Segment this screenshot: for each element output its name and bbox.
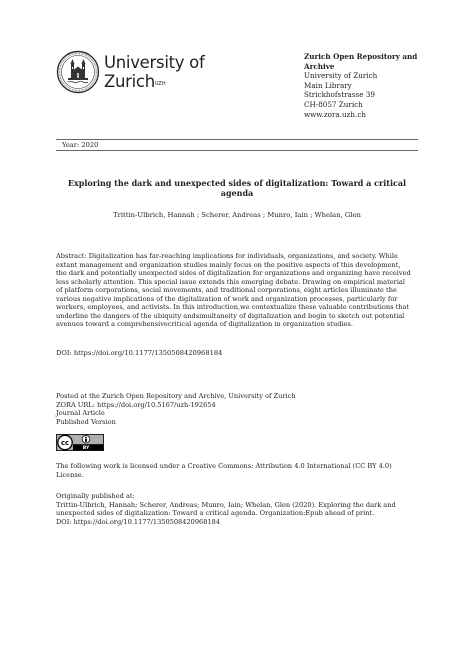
zora-url-link[interactable]: ZORA URL: https://doi.org/10.5167/uzh-192654 — [56, 400, 216, 409]
svg-text:cc: cc — [60, 439, 70, 447]
doi-link[interactable]: DOI: https://doi.org/10.1177/1350508420968184 — [56, 349, 223, 357]
year-label: Year: 2020 — [62, 141, 99, 149]
title-line: Exploring the dark and unexpected sides of digitalization: Toward a critical — [67, 178, 407, 188]
license-line: The following work is licensed under a Creative Commons: Attribution 4.0 International (CC BY 4.0) — [56, 462, 392, 470]
year-bar — [56, 139, 418, 151]
posted-info — [56, 392, 296, 426]
abstract-line: workers, employees, and activists. In this introduction,we contextualize these valuable contributions that — [56, 303, 410, 311]
abstract-line: Abstract: Digitalization has far-reaching implications for individuals, organizations, and society. While — [56, 252, 398, 260]
original-heading: Originally published at: — [56, 492, 135, 500]
university-wordmark — [104, 53, 204, 91]
abstract-line: avenues toward a comprehensivecritical agenda of digitalization in organization studies. — [56, 320, 353, 328]
repository-address — [304, 52, 464, 119]
citation-line: unexpected sides of digitalization: Toward a critical agenda. Organization:Epub ahead of print. — [56, 509, 375, 518]
university-seal-icon — [56, 50, 100, 94]
wordmark-zurich: Zurich — [104, 72, 155, 91]
abstract-line: the dark and potentially unexpected sides of digitalization for organizations and organizing have received — [56, 269, 411, 277]
license-statement — [56, 462, 392, 479]
wordmark-line-2 — [104, 72, 204, 91]
address-line: University of Zurich — [304, 71, 378, 81]
abstract — [56, 252, 420, 329]
address-line: Strickhofstrasse 39 — [304, 90, 375, 100]
abstract-line: various negative implications of the digitalization of work and organization processes, particularly for — [56, 294, 398, 303]
original-publication — [56, 492, 396, 526]
address-line: Main Library — [304, 80, 352, 90]
posted-line: Posted at the Zurich Open Repository and Archive, University of Zurich — [56, 392, 296, 400]
abstract-line: less scholarly attention. This special issue extends this emerging debate. Drawing on empirical material — [56, 277, 405, 286]
paper-title — [56, 178, 418, 198]
doi-link[interactable]: DOI: https://doi.org/10.1177/1350508420968184 — [56, 517, 221, 526]
wordmark-superscript: UZH — [154, 81, 166, 87]
license-line: License. — [56, 470, 84, 479]
abstract-line: extant management and organization studies mainly focus on the positive aspects of this development, — [56, 260, 401, 269]
abstract-line: underline the dangers of the ubiquity andsimultaneity of digitalization and begin to sketch out potential — [56, 311, 405, 320]
posted-line: Published Version — [56, 417, 116, 426]
author-list: Trittin-Ulbrich, Hannah ; Scherer, Andreas ; Munro, Iain ; Whelan, Glen — [113, 211, 361, 219]
address-line: CH-8057 Zurich — [304, 99, 363, 109]
citation-line: Trittin-Ulbrich, Hannah; Scherer, Andreas; Munro, Iain; Whelan, Glen (2020). Exploring the dark and — [56, 500, 396, 509]
address-line: www.zora.uzh.ch — [304, 109, 366, 119]
posted-line: Journal Article — [56, 409, 105, 418]
repository-name-line: Archive — [304, 61, 335, 71]
title-line: agenda — [220, 188, 254, 198]
wordmark-line-1: University of — [104, 53, 205, 72]
university-logo — [56, 50, 206, 98]
cc-by-label: BY — [82, 446, 90, 451]
abstract-line: of platform corporations, social movements, and traditional corporations, eight articles illuminate the — [56, 286, 397, 294]
repository-name-line: Zurich Open Repository and — [304, 52, 418, 61]
creative-commons-by-icon — [56, 434, 104, 451]
